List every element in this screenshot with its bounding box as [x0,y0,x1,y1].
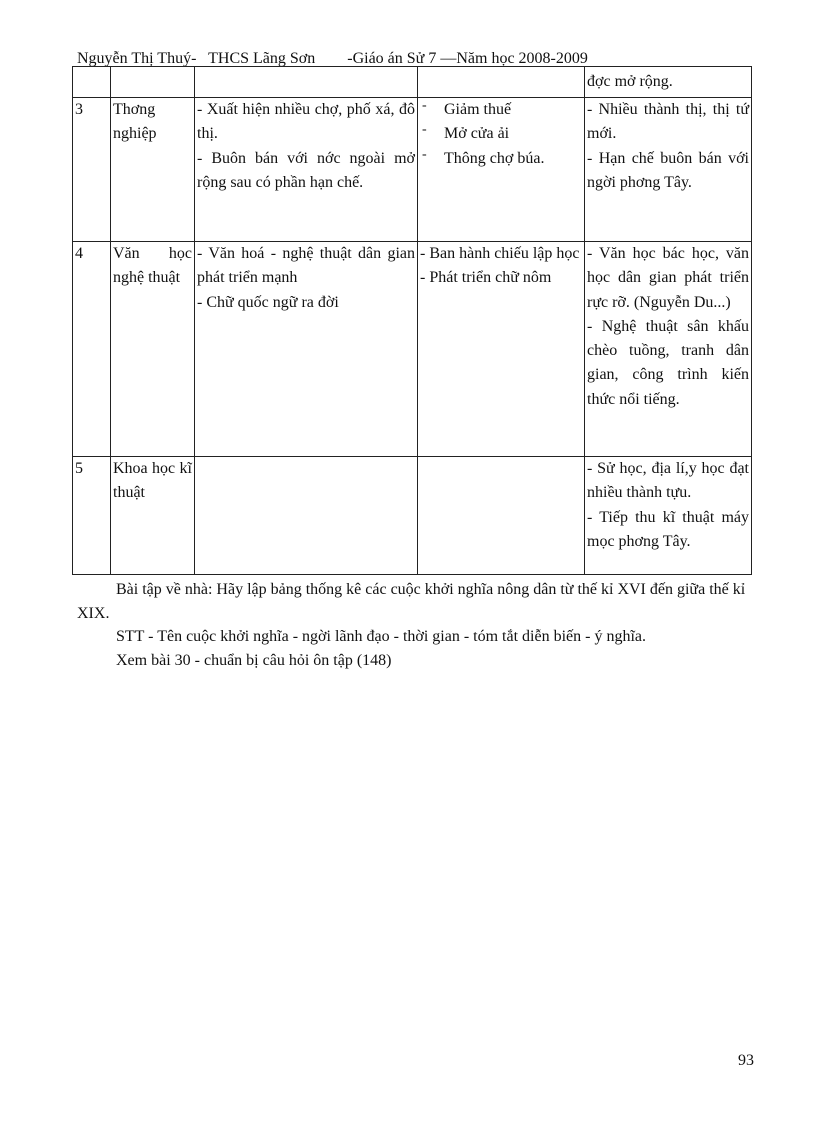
situation-cell [195,242,418,457]
stt-cell: 3 [73,98,111,242]
policy-item: - Mở cửa ải [420,122,582,146]
field-cell [111,457,195,575]
policy-item: - Giảm thuế [420,98,582,122]
table-cell [585,67,752,98]
field-text: Thơng [113,101,156,118]
lesson-table [72,66,752,575]
table-row-continuation [73,67,752,98]
result-text: - Nhiều thành thị, thị tứ mới. [587,101,749,143]
result-text: - Tiếp thu kĩ thuật máy mọc phơng Tây. [587,508,749,550]
homework-notes [77,578,763,672]
result-cell [585,457,752,575]
homework-columns: STT - Tên cuộc khởi nghĩa - ngời lãnh đạo - thời gian - tóm tắt diễn biến - ý nghĩa. [116,628,647,645]
field-cell [111,98,195,242]
situation-cell [195,457,418,575]
situation-text: - Văn hoá - nghệ thuật dân gian phát triển mạnh [197,245,415,287]
stt-cell: 5 [73,457,111,575]
result-text: - Hạn chế buôn bán với ngời phơng Tây. [587,149,749,191]
page-number: 93 [738,1052,754,1069]
field-cell [111,242,195,457]
situation-text: - Chữ quốc ngữ ra đời [197,293,339,311]
continuation-text: đợc mở rộng. [587,73,673,90]
field-text: Văn học nghệ thuật [113,245,192,287]
homework-preparation: Xem bài 30 - chuẩn bị câu hỏi ôn tập (148) [116,651,392,669]
policy-cell [418,98,585,242]
table-cell [73,67,111,98]
result-text: - Văn học bác học, văn học dân gian phát triển rực rỡ. (Nguyễn Du...) [587,245,749,311]
table-row [73,98,752,242]
page-header: Nguyễn Thị Thuý- THCS Lãng Sơn -Giáo án Sử 7 —Năm học 2008-2009 [77,50,588,67]
policy-text: - Phát triển chữ nôm [420,269,552,287]
stt-cell: 4 [73,242,111,457]
table-cell [111,67,195,98]
table-cell [195,67,418,98]
policy-text: - Ban hành chiếu lập học [420,245,580,262]
table-cell [418,67,585,98]
policy-cell [418,242,585,457]
situation-text: - Buôn bán với nớc ngoài mở rộng sau có phần hạn chế. [197,149,415,191]
result-text: - Sử học, địa lí,y học đạt nhiều thành tựu. [587,460,749,502]
field-text: nghiệp [113,125,157,143]
situation-cell [195,98,418,242]
situation-text: - Xuất hiện nhiều chợ, phố xá, đô thị. [197,101,415,143]
result-text: - Nghệ thuật sân khấu chèo tuồng, tranh dân gian, công trình kiến thức nổi tiếng. [587,317,749,408]
table-row [73,242,752,457]
homework-assignment: Bài tập về nhà: Hãy lập bảng thống kê các cuộc khởi nghĩa nông dân từ thế kỉ XVI đến giữa thế kỉ XIX. [77,581,746,622]
result-cell [585,242,752,457]
table-row [73,457,752,575]
policy-cell [418,457,585,575]
field-text: Khoa học kĩ thuật [113,460,192,502]
policy-item: - Thông chợ búa. [420,147,582,171]
result-cell [585,98,752,242]
